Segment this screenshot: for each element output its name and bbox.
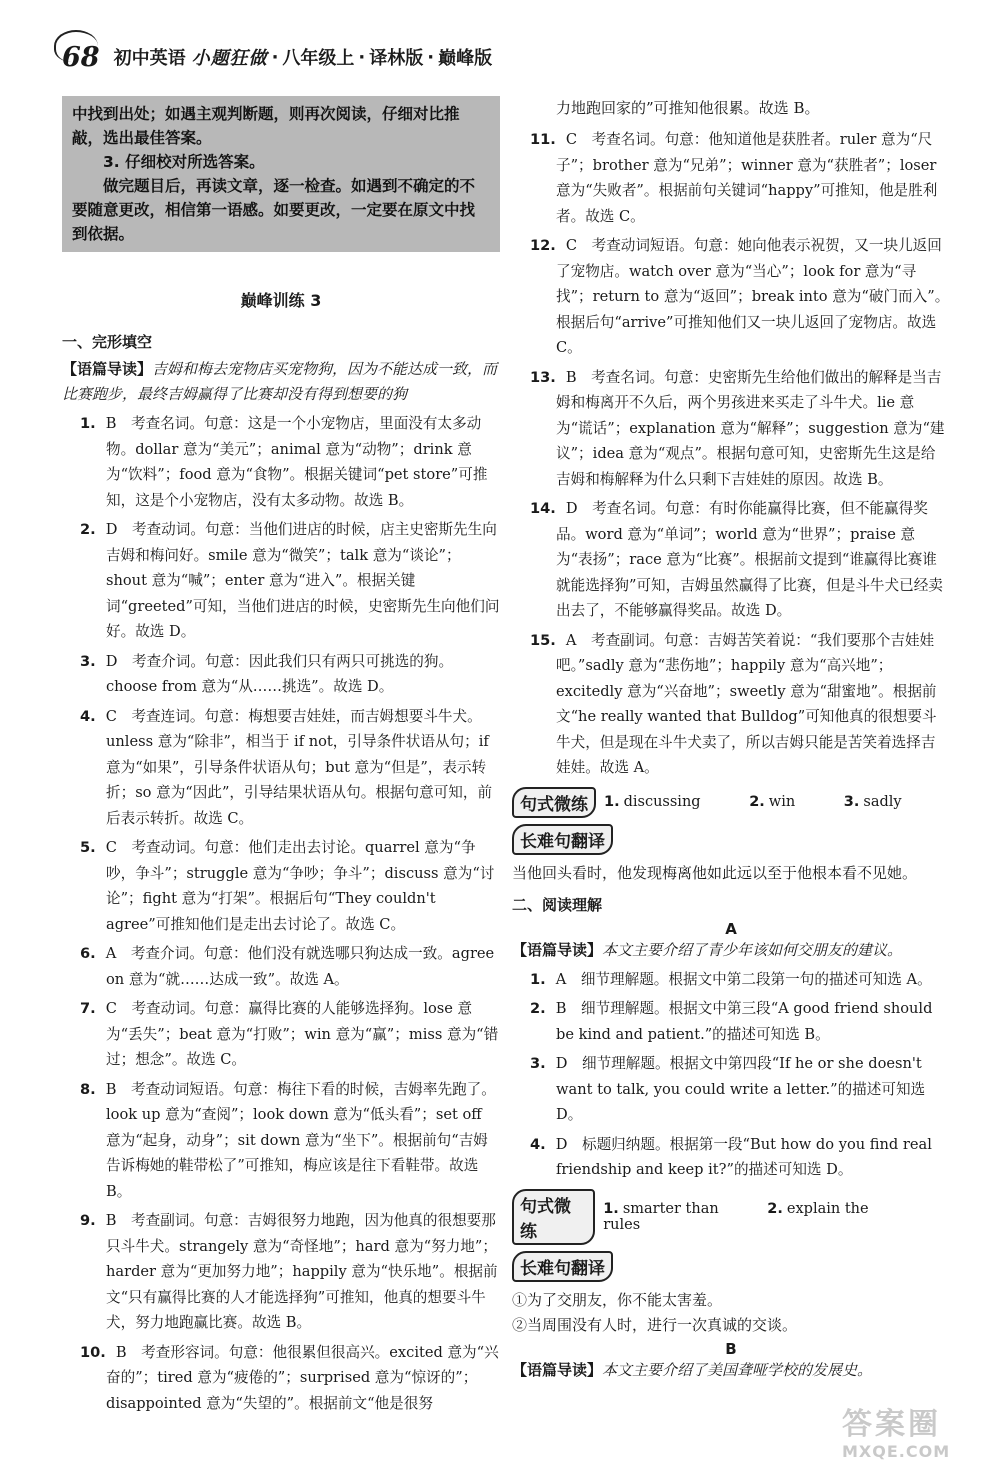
item-text: D 考查名词。句意：有时你能赢得比赛，但不能赢得奖品。word 意为“单词”；world 意为“世界”；praise 意为“表扬”；race 意为“比赛”。根据前文提到“谁赢得比赛谁就能选择狗”可知，吉姆虽然赢得了比赛，但是斗牛犬已经卖出去了，不能够赢得奖品。故选 D。	[556, 500, 943, 619]
translation-block	[512, 824, 950, 855]
watermark-text: 答案圈	[842, 1407, 941, 1442]
answer-item	[62, 941, 500, 992]
item-text: A 细节理解题。根据文中第二段第一句的描述可知选 A。	[555, 970, 932, 988]
grade-label: 八年级上	[282, 48, 355, 69]
item-text: B 考查名词。句意：史密斯先生给他们做出的解释是当吉姆和梅离开不久后，两个男孩进来买走了斗牛犬。lie 意为“谎话”；explanation 意为“解释”；suggestion 意为“建议”；idea 意为“观点”。根据句意可知，史密斯先生这是给吉姆和梅解释为什么只剩下吉娃娃的原因。故选 B。	[556, 368, 945, 488]
translation-label: 长难句翻译	[512, 824, 613, 855]
translation-label: 长难句翻译	[512, 1251, 613, 1282]
item-number: 2.	[530, 1000, 546, 1017]
guide-tag: 【语篇导读】	[512, 1360, 603, 1379]
item-text: C 考查动词。句意：他们走出去讨论。quarrel 意为“争吵，争斗”；struggle 意为“争吵；争斗”；discuss 意为“讨论”；fight 意为“打架”。根据后句“They couldn't agree”可推知他们是走出去讨论了。故选 C。	[105, 839, 495, 933]
item-number: 8.	[80, 1080, 96, 1098]
item-number: 14.	[530, 500, 556, 517]
item-number: 5.	[80, 839, 96, 856]
item-number: 3.	[80, 652, 96, 670]
exercise-answer	[603, 1201, 740, 1217]
guide-text: 本文主要介绍了青少年该如何交朋友的建议。	[602, 940, 903, 959]
answer-text: explain the rules	[603, 1200, 869, 1233]
brand-logo: 小题狂做	[191, 48, 268, 69]
item-text: D 细节理解题。根据文中第四段“If he or she doesn't want to talk, you could write a letter.”的描述可知选 D。	[555, 1055, 926, 1123]
header-separator: ·	[427, 46, 435, 68]
version-label: 巅峰版	[438, 48, 493, 69]
guide-tag: 【语篇导读】	[512, 940, 603, 959]
answer-text: win	[768, 794, 796, 810]
part-heading-reading: 二、阅读理解	[512, 895, 603, 914]
answer-item	[62, 1208, 500, 1336]
passage-letter: B	[725, 1339, 737, 1358]
guide-text: 吉姆和梅去宠物店买宠物狗，因为不能达成一致，而比赛跑步，最终吉姆赢得了比赛却没有得到想要的狗	[62, 360, 498, 403]
reading-guide	[62, 357, 500, 407]
item-number: 6.	[80, 945, 96, 962]
answer-item	[62, 1340, 500, 1417]
answer-item	[512, 996, 950, 1047]
answer-item	[512, 967, 950, 993]
header-separator: ·	[271, 46, 279, 68]
answer-item	[62, 411, 500, 513]
item-text: C 考查连词。句意：梅想要吉娃娃，而吉姆想要斗牛犬。unless 意为“除非”，相当于 if not，引导条件状语从句；if 意为“如果”，引导条件状语从句；but 意为“但是”，表示转折；so 意为“因此”，引导结果状语从句。根据句意可知，前后表示转折。故选 C。	[105, 707, 493, 827]
exercise-answer	[844, 794, 924, 810]
item-number: 9.	[80, 1212, 96, 1229]
answer-item	[512, 1051, 950, 1128]
item-number: 4.	[530, 1135, 546, 1153]
item-text: A 考查副词。句意：吉姆苦笑着说：“我们要那个吉娃娃吧。”sadly 意为“悲伤地”；happily 意为“高兴地”；excitedly 意为“兴奋地”；sweetly 意为“甜蜜地”。根据前文“he really wanted that Bulldog”可知他真的很想要斗牛犬，但是现在斗牛犬卖了，所以吉姆只能是苦笑着选择吉娃娃。故选 A。	[556, 631, 937, 776]
item-text: B 考查动词短语。句意：梅往下看的时候，吉姆率先跑了。look up 意为“查阅”；look down 意为“低头看”；set off 意为“起身，动身”；sit down 意为“坐下”。根据前句“吉姆告诉梅她的鞋带松了”可推知，梅应该是往下看鞋带。故选 B。	[105, 1080, 496, 1200]
answer-number: 3.	[843, 794, 860, 810]
item-text: B 考查名词。句意：这是一个小宠物店，里面没有太多动物。dollar 意为“美元”；animal 意为“动物”；drink 意为“饮料”；food 意为“食物”。根据关键词“pet store”可推知，这是个小宠物店，没有太多动物。故选 B。	[105, 415, 488, 509]
answer-item	[62, 704, 500, 832]
item-number: 2.	[80, 521, 96, 538]
left-column	[62, 96, 500, 1420]
page-header	[62, 34, 522, 80]
exercise-answer	[749, 794, 817, 810]
translation-block	[512, 1251, 950, 1282]
item-text: D 考查介词。句意：因此我们只有两只可挑选的狗。choose from 意为“从……挑选”。故选 D。	[105, 652, 454, 695]
tip-line: 做完题目后，再读文章，逐一检查。如遇到不确定的不要随意更改，相信第一语感。如要更改，一定要在原文中找到依据。	[72, 177, 476, 243]
item-text: C 考查动词短语。句意：她向他表示祝贺，又一块儿返回了宠物店。watch over 意为“当心”；look for 意为“寻找”；return to 意为“返回”；break into 意为“破门而入”。根据后句“arrive”可推知他们又一块儿返回了宠物店。故选 C。	[556, 237, 950, 356]
answer-item	[512, 496, 950, 624]
item-text: B 细节理解题。根据文中第三段“A good friend should be kind and patient.”的描述可知选 B。	[555, 1000, 933, 1043]
answer-item	[512, 628, 950, 781]
translation-text: ②当周围没有人时，进行一次真诚的交谈。	[512, 1315, 798, 1334]
item-number: 1.	[530, 970, 546, 988]
item-number: 7.	[80, 1000, 96, 1017]
exercise-answer	[604, 794, 723, 810]
answer-text: smarter than	[622, 1200, 719, 1217]
exercise-answers	[603, 1201, 950, 1233]
continued-text: 力地跑回家的”可推知他很累。故选 B。	[556, 99, 820, 117]
item-text: D 标题归纳题。根据第一段“But how do you find real friendship and keep it?”的描述可知选 D。	[555, 1135, 932, 1178]
sentence-exercise	[512, 787, 950, 818]
exercise-label: 句式微练	[512, 1189, 595, 1245]
item-number: 4.	[80, 707, 96, 725]
answer-item	[62, 1077, 500, 1205]
answer-item	[512, 1132, 950, 1183]
item-text: C 考查动词。句意：赢得比赛的人能够选择狗。lose 意为“丢失”；beat 意为“打败”；win 意为“赢”；miss 意为“错过；想念”。故选 C。	[105, 1000, 499, 1068]
item-text: C 考查名词。句意：他知道他是获胜者。ruler 意为“尺子”；brother 意为“兄弟”；winner 意为“获胜者”；loser 意为“失败者”。根据前句关键词“happy”可推知，他是胜利者。故选 C。	[556, 131, 938, 225]
sentence-exercise	[512, 1189, 950, 1245]
section-title: 巅峰训练 3	[240, 291, 322, 310]
reading-guide	[512, 938, 950, 963]
reading-guide	[512, 1358, 950, 1383]
translation-text: 当他回头看时，他发现梅离他如此远以至于他根本看不见她。	[512, 863, 918, 882]
answer-text: discussing	[623, 794, 701, 810]
answer-text: sadly	[863, 794, 902, 810]
right-column	[512, 96, 950, 1387]
guide-text: 本文主要介绍了美国聋哑学校的发展史。	[602, 1360, 873, 1379]
edition-label: 译林版	[369, 48, 424, 69]
answer-number: 1.	[604, 794, 620, 810]
passage-letter: A	[725, 919, 737, 938]
item-number: 15.	[530, 631, 556, 649]
tip-box	[62, 96, 500, 252]
answer-number: 2.	[767, 1200, 783, 1217]
item-number: 10.	[80, 1343, 106, 1361]
header-separator: ·	[358, 46, 366, 68]
tip-line: 中找到出处；如遇主观判断题，则再次阅读，仔细对比推敲，选出最佳答案。	[72, 105, 460, 147]
answer-item	[512, 127, 950, 229]
subject-label: 初中英语	[113, 48, 186, 69]
exercise-label: 句式微练	[512, 787, 596, 818]
tip-line: 3. 仔细校对所选答案。	[103, 153, 265, 171]
exercise-answers	[604, 794, 946, 810]
item-number: 1.	[80, 415, 96, 432]
watermark-logo	[842, 1408, 992, 1468]
answer-item	[512, 233, 950, 361]
answer-number: 2.	[749, 794, 765, 810]
guide-tag: 【语篇导读】	[62, 360, 153, 378]
item-number: 3.	[530, 1055, 546, 1072]
part-heading-cloze: 一、完形填空	[62, 333, 153, 351]
answer-item	[512, 365, 950, 493]
item-text: A 考查介词。句意：他们没有就选哪只狗达成一致。agree on 意为“就……达成一致”。故选 A。	[105, 945, 495, 988]
translation-text: ①为了交朋友，你不能太害羞。	[512, 1290, 723, 1309]
page-number: 68	[62, 41, 100, 73]
watermark-url: MXQE.COM	[842, 1442, 951, 1461]
answer-number: 1.	[603, 1200, 619, 1217]
item-number: 13.	[530, 368, 556, 386]
item-text: D 考查动词。句意：当他们进店的时候，店主史密斯先生向吉姆和梅问好。smile 意为“微笑”；talk 意为“谈论”；shout 意为“喊”；enter 意为“进入”。根据关键词“greeted”可知，当他们进店的时候，史密斯先生向他们问好。故选 D。	[105, 521, 500, 640]
item-text: B 考查副词。句意：吉姆很努力地跑，因为他真的很想要那只斗牛犬。strangely 意为“奇怪地”；hard 意为“努力地”；harder 意为“更加努力地”；happily 意为“快乐地”。根据前文“只有赢得比赛的人才能选择狗”可推知，他真的想要斗牛犬，努力地跑赢比赛。故选 B。	[105, 1212, 498, 1331]
item-number: 12.	[530, 237, 556, 254]
answer-item	[62, 996, 500, 1073]
answer-item	[62, 517, 500, 645]
answer-item	[62, 835, 500, 937]
answer-item	[62, 649, 500, 700]
item-number: 11.	[530, 131, 556, 148]
item-text: B 考查形容词。句意：他很累但很高兴。excited 意为“兴奋的”；tired 意为“疲倦的”；surprised 意为“惊讶的”；disappointed 意为“失望的”。根据前文“他是很努	[106, 1343, 499, 1412]
